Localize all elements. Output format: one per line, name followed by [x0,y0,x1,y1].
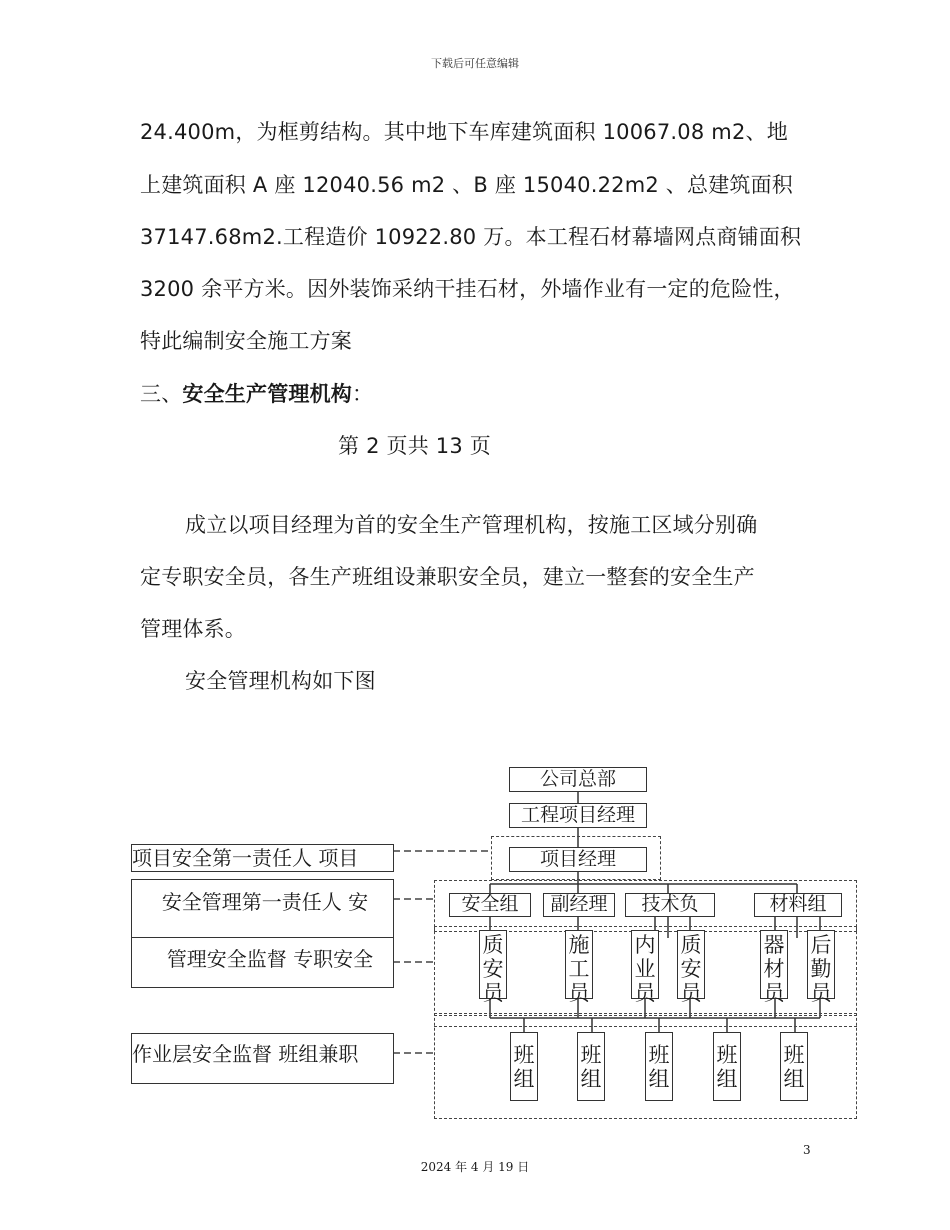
label-safety-management: 安全管理第一责任人 安 [161,890,369,914]
project-manager-eng-box: 工程项目经理 [509,803,647,828]
label-first-responsible: 项目安全第一责任人 项目 [131,844,394,872]
paragraph-line: 上建筑面积 A 座 12040.56 m2 、B 座 15040.22m2 、总建筑面积 [140,173,794,197]
paragraph-line: 37147.68m2.工程造价 10922.80 万。本工程石材幕墙网点商铺面积 [140,225,802,249]
section-title-prefix: 三、 [140,382,183,406]
section-title-suffix: ： [352,382,374,406]
staff-internal-box: 内 业 员 [631,930,659,999]
diagram-intro: 安全管理机构如下图 [185,669,376,693]
team-box: 班 组 [577,1032,605,1101]
company-hq-box: 公司总部 [509,767,647,792]
page-header: 下载后可任意编辑 [431,57,519,70]
team-box: 班 组 [780,1032,808,1101]
label-operation-supervision: 作业层安全监督 班组兼职 [131,1033,394,1084]
team-box: 班 组 [713,1032,741,1101]
page-footer-date: 2024 年 4 月 19 日 [420,1160,530,1174]
staff-equipment-box: 器 材 员 [760,930,788,999]
team-box: 班 组 [645,1032,673,1101]
team-box: 班 组 [510,1032,538,1101]
paragraph-line: 成立以项目经理为首的安全生产管理机构，按施工区域分别确 [185,513,758,537]
paragraph-line: 24.400m，为框剪结构。其中地下车库建筑面积 10067.08 m2、地 [140,120,788,144]
staff-quality-safety-box: 质 安 员 [479,930,507,999]
paragraph-line: 特此编制安全施工方案 [140,329,352,353]
dept-materials-box: 材料组 [754,893,842,917]
staff-logistics-box: 后 勤 员 [807,930,835,999]
dept-safety-box: 安全组 [449,893,531,917]
label-management-block [131,879,394,988]
project-manager-box: 项目经理 [509,847,647,872]
staff-construction-box: 施 工 员 [565,930,593,999]
dept-deputy-manager-box: 副经理 [543,893,615,917]
paragraph-line: 管理体系。 [140,617,246,641]
page-number: 3 [803,1143,811,1157]
dept-technical-box: 技术负 [625,893,715,917]
paragraph-line: 3200 余平方米。因外装饰采纳干挂石材，外墙作业有一定的危险性， [140,277,795,301]
page-label: 第 2 页共 13 页 [338,434,491,458]
label-divider [132,937,393,938]
section-title-text: 安全生产管理机构 [182,382,353,406]
staff-quality-safety-2-box: 质 安 员 [677,930,705,999]
label-safety-supervision: 管理安全监督 专职安全 [166,947,374,971]
paragraph-line: 定专职安全员，各生产班组设兼职安全员，建立一整套的安全生产 [140,565,755,589]
